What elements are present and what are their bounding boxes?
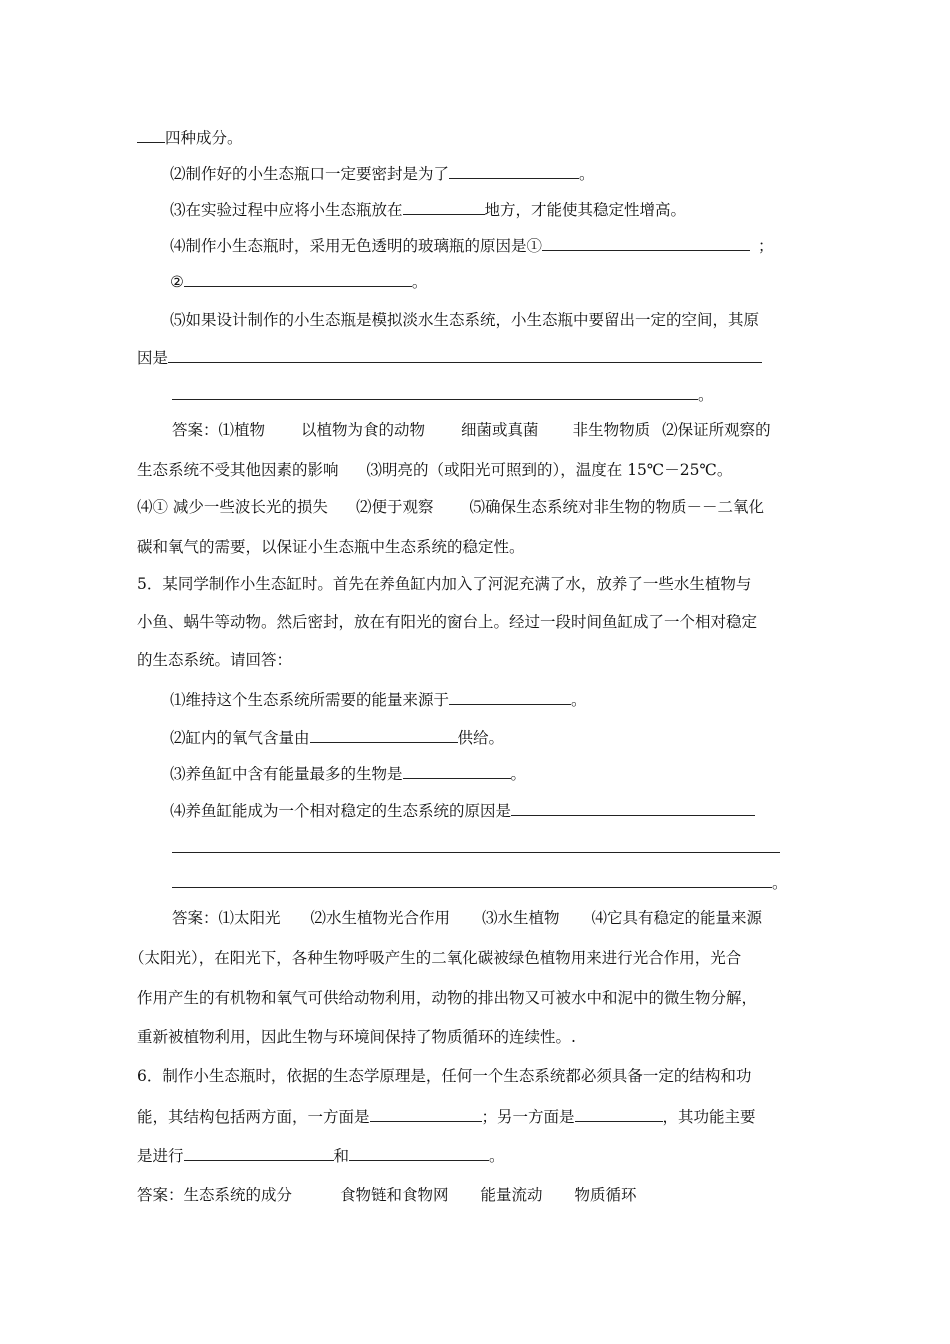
q4-part-4 bbox=[170, 236, 774, 256]
blank bbox=[542, 236, 750, 251]
q5-part-2 bbox=[170, 728, 504, 748]
text: 。 bbox=[489, 1147, 505, 1165]
text: 答案： bbox=[172, 421, 219, 439]
blank bbox=[511, 801, 755, 816]
text: 。 bbox=[411, 273, 428, 291]
blank bbox=[575, 1107, 663, 1122]
answer-4-line-3 bbox=[137, 497, 764, 517]
text: ⑷制作小生态瓶时，采用无色透明的玻璃瓶的原因是① bbox=[170, 237, 543, 255]
answer-5-line-4 bbox=[137, 1027, 576, 1047]
text: ⑸如果设计制作的小生态瓶是模拟淡水生态系统，小生态瓶中要留出一定的空间，其原 bbox=[170, 311, 760, 329]
text: 答案：生态系统的成分 bbox=[137, 1186, 293, 1204]
q4-line-1 bbox=[137, 128, 243, 148]
text: ⑸确保生态系统对非生物的物质－－二氧化 bbox=[469, 498, 764, 516]
q4-part-5-line-3 bbox=[172, 385, 714, 405]
answer-4-line-4 bbox=[137, 537, 525, 557]
text: ⑴维持这个生态系统所需要的能量来源于 bbox=[170, 691, 450, 709]
q5-line-2 bbox=[137, 612, 757, 632]
text: 的生态系统。请回答： bbox=[137, 651, 293, 669]
text: ⑵水生植物光合作用 bbox=[310, 909, 451, 927]
blank bbox=[137, 128, 165, 143]
text: 地方，才能使其稳定性增高。 bbox=[484, 201, 687, 219]
text: ⑵制作好的小生态瓶口一定要密封是为了 bbox=[170, 165, 450, 183]
q4-part-5-line-2 bbox=[137, 348, 762, 368]
text: ⑶明亮的（或阳光可照到的），温度在 15℃－25℃。 bbox=[366, 461, 733, 479]
q5-part-4 bbox=[170, 801, 755, 821]
blank bbox=[349, 1146, 489, 1161]
text: 。 bbox=[698, 386, 714, 404]
q4-part-2 bbox=[170, 164, 595, 184]
blank bbox=[403, 764, 511, 779]
blank bbox=[172, 838, 780, 853]
answer-5-line-2 bbox=[129, 948, 741, 968]
text: ⑶在实验过程中应将小生态瓶放在 bbox=[170, 201, 403, 219]
text: 。 bbox=[510, 765, 527, 783]
text: 生态系统不受其他因素的影响 bbox=[137, 461, 339, 479]
text: 。 bbox=[571, 691, 587, 709]
q6-line-1 bbox=[137, 1066, 751, 1086]
text: ； bbox=[758, 237, 774, 255]
text: 四种成分。 bbox=[165, 129, 243, 147]
text: 小鱼、蜗牛等动物。然后密封，放在有阳光的窗台上。经过一段时间鱼缸成了一个相对稳定 bbox=[137, 613, 758, 631]
text: ⑵便于观察 bbox=[355, 498, 434, 516]
blank bbox=[403, 200, 485, 215]
text: 以植物为食的动物 bbox=[301, 421, 426, 439]
text: ，其功能主要 bbox=[662, 1108, 756, 1126]
text: 能量流动 bbox=[480, 1186, 543, 1204]
blank bbox=[449, 164, 579, 179]
q5-line-1 bbox=[137, 574, 751, 594]
text: ⑷① 减少一些波长光的损失 bbox=[137, 498, 328, 516]
text: 食物链和食物网 bbox=[340, 1186, 449, 1204]
text: ② bbox=[170, 273, 184, 291]
text: 是进行 bbox=[137, 1147, 184, 1165]
blank bbox=[310, 728, 458, 743]
blank bbox=[172, 873, 772, 888]
answer-4-line-1 bbox=[172, 420, 771, 440]
answer-4-line-2 bbox=[137, 460, 732, 480]
text: 碳和氧气的需要，以保证小生态瓶中生态系统的稳定性。 bbox=[137, 538, 525, 556]
blank bbox=[184, 1146, 334, 1161]
text: 。 bbox=[579, 165, 595, 183]
text: ⑷养鱼缸能成为一个相对稳定的生态系统的原因是 bbox=[170, 802, 512, 820]
text: ⑴植物 bbox=[218, 421, 266, 439]
blank bbox=[449, 690, 571, 705]
text: 非生物物质 bbox=[572, 421, 651, 439]
q4-part-5 bbox=[170, 310, 759, 330]
text: 5．某同学制作小生态缸时。首先在养鱼缸内加入了河泥充满了水，放养了一些水生植物与 bbox=[137, 575, 752, 593]
text: 细菌或真菌 bbox=[461, 421, 539, 439]
text: 。 bbox=[772, 874, 788, 892]
q5-part-4-line-2 bbox=[172, 838, 780, 858]
blank bbox=[168, 348, 762, 363]
q5-part-4-line-3 bbox=[172, 873, 788, 893]
blank bbox=[370, 1107, 482, 1122]
q6-line-3 bbox=[137, 1146, 505, 1166]
text: ⑵缸内的氧气含量由 bbox=[170, 729, 310, 747]
q6-line-2 bbox=[137, 1107, 756, 1127]
answer-6-line-1 bbox=[137, 1185, 637, 1205]
text: 和 bbox=[333, 1147, 350, 1165]
answer-5-line-1 bbox=[172, 908, 762, 928]
text: 6．制作小生态瓶时，依据的生态学原理是，任何一个生态系统都必须具备一定的结构和功 bbox=[137, 1067, 752, 1085]
text: 物质循环 bbox=[574, 1186, 637, 1204]
q4-part-4-second bbox=[170, 272, 427, 292]
text: 重新被植物利用，因此生物与环境间保持了物质循环的连续性。. bbox=[137, 1028, 576, 1046]
text: ；另一方面是 bbox=[481, 1108, 575, 1126]
blank bbox=[184, 272, 412, 287]
text: 答案：⑴太阳光 bbox=[172, 909, 281, 927]
text: （太阳光），在阳光下，各种生物呼吸产生的二氧化碳被绿色植物用来进行光合作用，光合 bbox=[129, 949, 742, 967]
text: 因是 bbox=[137, 349, 169, 367]
text: ⑶水生植物 bbox=[482, 909, 560, 927]
text: 作用产生的有机物和氧气可供给动物利用，动物的排出物又可被水中和泥中的微生物分解， bbox=[137, 989, 758, 1007]
blank bbox=[172, 385, 698, 400]
text: ⑷它具有稳定的能量来源 bbox=[591, 909, 763, 927]
text: ⑶养鱼缸中含有能量最多的生物是 bbox=[170, 765, 403, 783]
q4-part-3 bbox=[170, 200, 686, 220]
q5-part-1 bbox=[170, 690, 587, 710]
text: ⑵保证所观察的 bbox=[662, 421, 771, 439]
text: 能，其结构包括两方面，一方面是 bbox=[137, 1108, 370, 1126]
text: 供给。 bbox=[457, 729, 505, 747]
q5-line-3 bbox=[137, 650, 292, 670]
answer-5-line-3 bbox=[137, 988, 757, 1008]
q5-part-3 bbox=[170, 764, 526, 784]
